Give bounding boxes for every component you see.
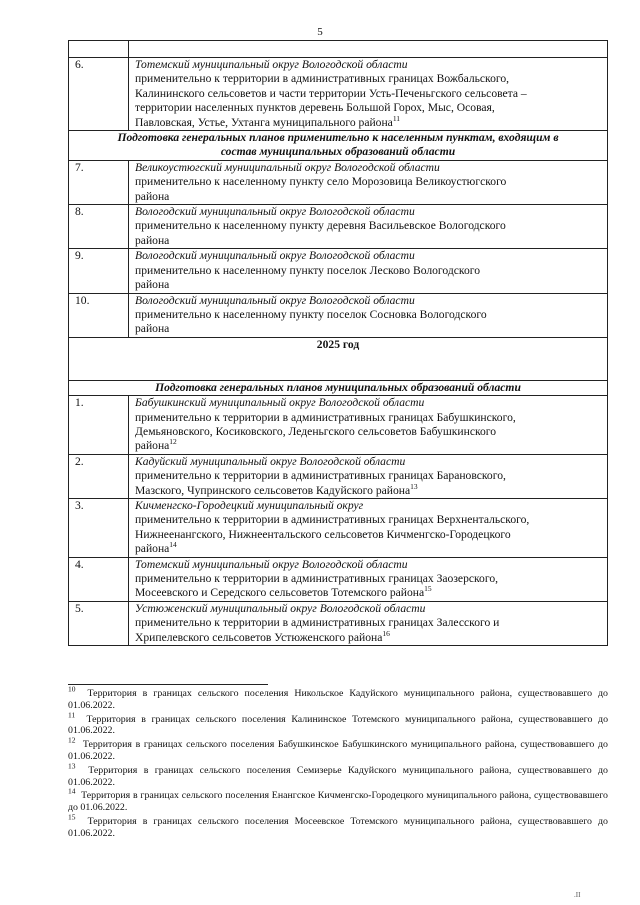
- description-text: территории населенных пунктов деревень Большой Горох, Мыс, Осовая,: [135, 101, 495, 115]
- description-line: [135, 190, 604, 204]
- row-number: 7.: [69, 160, 129, 204]
- description-line: [135, 113, 604, 130]
- section-title-line: Подготовка генеральных планов применительно к населенным пунктам, входящим в: [117, 131, 559, 145]
- description-text: Мосеевского и Середского сельсоветов Тотемского района: [135, 586, 425, 600]
- district-name: Великоустюгский муниципальный округ Вологодской области: [135, 160, 440, 174]
- footnote-text: Территория в границах сельского поселения Семизерье Кадуйского муниципального района, существовавшего до 01.06.2022.: [68, 764, 608, 788]
- district-name: Вологодский муниципальный округ Вологодской области: [135, 249, 415, 263]
- description-line: [135, 628, 604, 645]
- row-number: 8.: [69, 205, 129, 249]
- section-title: [69, 131, 608, 161]
- description-line: [135, 322, 604, 336]
- footnote: [68, 710, 609, 738]
- description-line: [135, 481, 604, 498]
- row-number: 6.: [69, 58, 129, 131]
- description-text: Павловская, Устье, Ухтанга муниципального района: [135, 115, 393, 129]
- description-text: района: [135, 189, 170, 203]
- description-line: [135, 219, 604, 233]
- row-description: [129, 396, 608, 455]
- footnote-text: Территория в границах сельского поселения Бабушкинское Бабушкинского муниципального района, существовавшего до 01.06.2022.: [68, 739, 608, 762]
- district-name: Бабушкинский муниципальный округ Вологодской области: [135, 396, 425, 410]
- row-number: [69, 41, 129, 58]
- row-description: [129, 293, 608, 337]
- table-row: [69, 58, 608, 131]
- description-line: [135, 234, 604, 248]
- table-row: [69, 41, 608, 58]
- table-row: [69, 498, 608, 557]
- table-row: [69, 205, 608, 249]
- section-header: [69, 131, 608, 161]
- footnote-number: 12: [68, 735, 76, 745]
- section-header: [69, 380, 608, 395]
- description-line: [135, 439, 604, 453]
- description-text: района: [135, 233, 170, 247]
- row-description: [129, 160, 608, 204]
- description-line: [135, 87, 604, 101]
- footnote: [68, 812, 608, 840]
- district-name: Тотемский муниципальный округ Вологодской области: [135, 58, 408, 71]
- footnote: [68, 761, 608, 789]
- section-title-line: состав муниципальных образований области: [220, 145, 456, 159]
- description-text: Мазского, Чупринского сельсоветов Кадуйского района: [135, 483, 411, 497]
- footnotes: [68, 684, 609, 842]
- footnote-number: 15: [68, 812, 76, 822]
- footnote-ref: 13: [410, 481, 418, 491]
- district-name: Тотемский муниципальный округ Вологодской области: [135, 557, 408, 571]
- description-text: Хрипелевского сельсоветов Устюженского района: [135, 630, 383, 644]
- description-line: [135, 72, 604, 86]
- footnote-text: Территория в границах сельского поселения Калининское Тотемского муниципального района, существовавшего до 01.06.2022.: [68, 713, 609, 737]
- scan-mark: .ІІ: [574, 891, 581, 899]
- table-row: [69, 396, 608, 455]
- table-row: [69, 601, 608, 645]
- row-description: [129, 249, 608, 293]
- description-text: применительно к территории в административных границах Вожбальского,: [135, 72, 510, 86]
- description-line: [135, 175, 604, 189]
- description-line: [135, 425, 604, 439]
- table-row: [69, 557, 608, 601]
- description-text: района: [135, 278, 170, 292]
- footnote-text: Территория в границах сельского поселения Никольское Кадуйского муниципального района, существовавшего до 01.06.2022.: [68, 688, 608, 711]
- footnote-number: 13: [68, 761, 76, 771]
- description-text: района: [135, 542, 170, 556]
- description-line: [135, 411, 604, 425]
- row-number: 5.: [69, 601, 129, 645]
- description-text: применительно к территории в административных границах Барановского,: [135, 469, 506, 483]
- year-heading: 2025 год: [69, 337, 608, 380]
- footnote-ref: 16: [382, 628, 390, 638]
- table-row: [69, 293, 608, 337]
- footnote-text: Территория в границах сельского поселения Мосеевское Тотемского муниципального района, существовавшего до 01.06.2022.: [68, 815, 608, 839]
- row-number: 3.: [69, 498, 129, 557]
- row-description: [129, 454, 608, 498]
- footnote-number: 10: [68, 684, 76, 694]
- row-description: [129, 557, 608, 601]
- description-text: Демьяновского, Косиковского, Леденьгского сельсоветов Бабушкинского: [135, 424, 497, 438]
- row-number: 2.: [69, 454, 129, 498]
- description-text: Нижнеенангского, Нижнеентальского сельсоветов Кичменгско-Городецкого: [135, 527, 511, 541]
- row-number: 4.: [69, 557, 129, 601]
- district-name: Вологодский муниципальный округ Вологодской области: [135, 205, 415, 219]
- footnote-ref: 15: [424, 584, 432, 594]
- description-line: [135, 542, 604, 556]
- year-row: [69, 337, 608, 380]
- description-line: [135, 513, 604, 527]
- footnote: [68, 735, 608, 763]
- district-name: Кичменгско-Городецкий муниципальный округ: [135, 498, 364, 512]
- row-description: [129, 498, 608, 557]
- district-name: Вологодский муниципальный округ Вологодской области: [135, 293, 415, 307]
- description-line: [135, 616, 604, 630]
- page-number: 5: [317, 26, 323, 38]
- description-text: применительно к территории в административных границах Залесского и: [135, 616, 500, 630]
- row-description: [129, 205, 608, 249]
- description-line: [135, 278, 604, 292]
- footnote-divider: [68, 684, 268, 685]
- description-line: [135, 264, 604, 278]
- description-text: применительно к населенному пункту деревня Васильевское Вологодского: [135, 219, 506, 233]
- footnote-number: 14: [68, 787, 76, 797]
- description-line: [135, 101, 604, 115]
- footnote-ref: 12: [169, 437, 177, 447]
- row-number: 1.: [69, 396, 129, 455]
- district-name: Устюженский муниципальный округ Вологодской области: [135, 601, 426, 615]
- description-text: Калининского сельсоветов и части территории Усть-Печеньгского сельсовета –: [135, 86, 527, 100]
- footnote-number: 11: [68, 710, 76, 720]
- description-text: применительно к территории в административных границах Заозерского,: [135, 572, 499, 585]
- footnote-text: Территория в границах сельского поселения Енангское Кичменгско-Городецкого муниципального района, существовавшего до 01.06.2022.: [68, 790, 608, 814]
- description-line: [135, 528, 604, 542]
- table-row: [69, 454, 608, 498]
- row-description: [129, 601, 608, 645]
- description-text: района: [135, 322, 170, 336]
- row-description: [129, 58, 608, 131]
- row-number: 10.: [69, 293, 129, 337]
- description-line: [135, 572, 604, 586]
- description-text: применительно к населенному пункту поселок Сосновка Вологодского: [135, 307, 487, 321]
- district-name: Кадуйский муниципальный округ Вологодской области: [135, 454, 406, 468]
- plan-table: [68, 40, 608, 646]
- description-text: применительно к территории в административных границах Бабушкинского,: [135, 410, 516, 424]
- table-row: [69, 249, 608, 293]
- footnote: [68, 787, 608, 814]
- footnote-ref: 14: [169, 540, 177, 550]
- description-line: [135, 308, 604, 322]
- section-title: Подготовка генеральных планов муниципальных образований области: [69, 380, 608, 395]
- description-text: района: [135, 439, 170, 453]
- row-number: 9.: [69, 249, 129, 293]
- description-text: применительно к населенному пункту село Морозовица Великоустюгского: [135, 175, 507, 189]
- table-row: [69, 160, 608, 204]
- description-text: применительно к населенному пункту поселок Лесково Вологодского: [135, 263, 481, 277]
- description-text: применительно к территории в административных границах Верхнентальского,: [135, 513, 530, 527]
- description-line: [135, 469, 604, 483]
- footnote-ref: 11: [392, 113, 401, 123]
- description-line: [135, 586, 604, 600]
- footnote: [68, 684, 608, 712]
- row-description: [129, 41, 608, 58]
